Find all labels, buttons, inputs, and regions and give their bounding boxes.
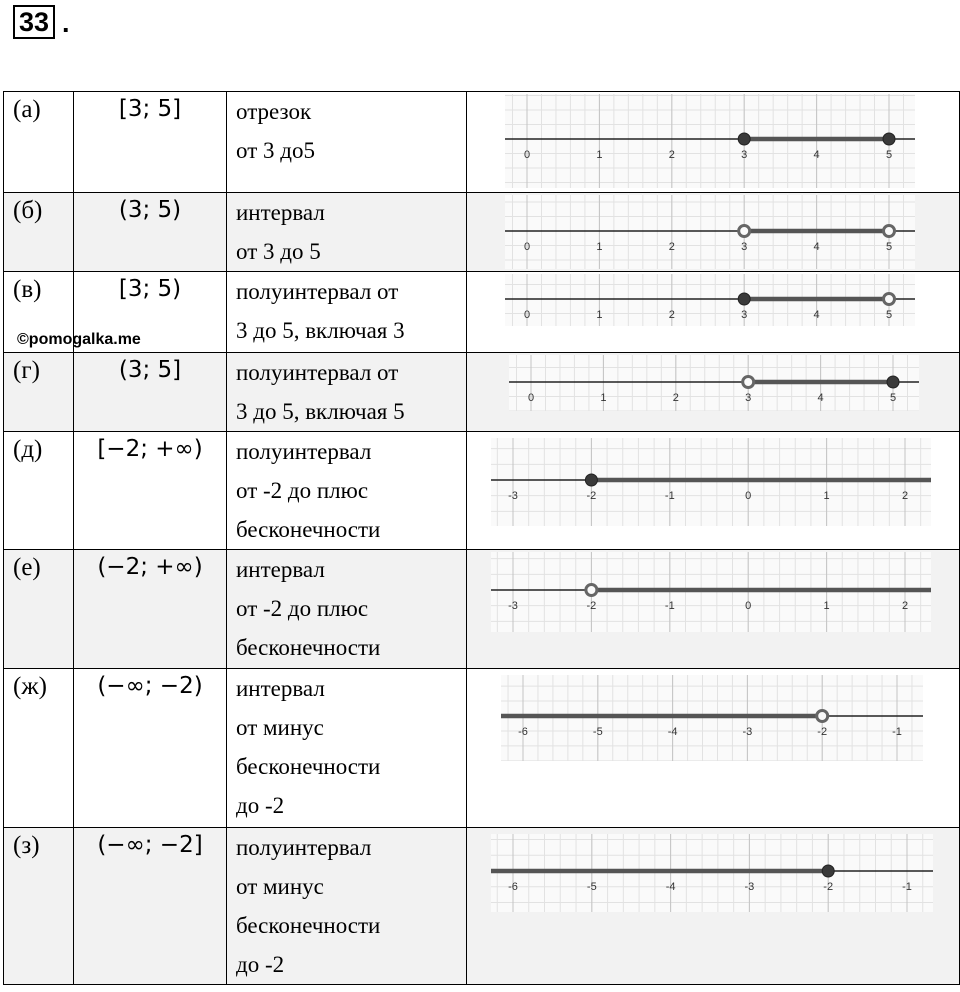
number-line-cell xyxy=(467,353,960,432)
interval-notation: (3; 5) xyxy=(74,193,227,272)
interval-description xyxy=(227,828,467,985)
number-line-cell xyxy=(467,828,960,985)
number-line-cell xyxy=(467,432,960,550)
closed-endpoint xyxy=(887,376,899,388)
number-line-cell xyxy=(467,193,960,272)
description-line: от 3 до5 xyxy=(236,138,315,163)
tick-label: 2 xyxy=(901,600,909,612)
interval-description xyxy=(227,92,467,193)
tick-label: 2 xyxy=(668,309,675,321)
number-line xyxy=(509,355,919,411)
description-line: полуинтервал от xyxy=(236,360,399,385)
description-line: от 3 до 5 xyxy=(236,239,321,264)
number-line-cell xyxy=(467,550,960,669)
description-line: от -2 до плюс xyxy=(236,478,369,503)
closed-endpoint xyxy=(585,474,597,486)
table-row xyxy=(4,828,960,985)
tick-label: 0 xyxy=(527,392,535,404)
row-label: (е) xyxy=(4,550,74,669)
tick-label: 2 xyxy=(668,149,675,161)
tick-label: 2 xyxy=(668,241,675,253)
tick-label: 1 xyxy=(596,309,603,321)
tick-label: -1 xyxy=(892,726,902,738)
tick-label: -3 xyxy=(742,726,753,738)
tick-label: -4 xyxy=(665,881,676,893)
tick-label: 3 xyxy=(745,392,752,404)
tick-label: -1 xyxy=(664,600,675,612)
tick-label: 2 xyxy=(672,392,679,404)
interval-description xyxy=(227,669,467,828)
tick-label: -3 xyxy=(508,600,518,612)
tick-label: -3 xyxy=(508,490,518,502)
tick-label: 1 xyxy=(596,241,603,253)
description-line: 3 до 5, включая 5 xyxy=(236,399,405,424)
row-label: (ж) xyxy=(4,669,74,828)
number-line xyxy=(505,94,915,188)
row-label: (а) xyxy=(4,92,74,193)
number-line xyxy=(491,552,931,632)
interval-notation: (−∞; −2) xyxy=(74,669,227,828)
row-label: (б) xyxy=(4,193,74,272)
row-label: (д) xyxy=(4,432,74,550)
row-label: (в) xyxy=(4,272,74,353)
table-row xyxy=(4,272,960,353)
interval-description xyxy=(227,193,467,272)
description-line: до -2 xyxy=(236,952,285,977)
tick-label: -2 xyxy=(586,490,597,502)
tick-label: -5 xyxy=(586,881,597,893)
table-row xyxy=(4,550,960,669)
tick-label: 1 xyxy=(596,149,603,161)
description-line: полуинтервал xyxy=(236,439,372,464)
table-row xyxy=(4,92,960,193)
interval-notation: (3; 5] xyxy=(74,353,227,432)
watermark: ©pomogalka.me xyxy=(17,331,141,348)
tick-label: 5 xyxy=(885,241,893,253)
tick-label: -5 xyxy=(592,726,603,738)
tick-label: 4 xyxy=(813,309,820,321)
description-line: бесконечности xyxy=(236,913,381,938)
tick-label: 5 xyxy=(889,392,897,404)
tick-label: 4 xyxy=(813,149,820,161)
tick-label: 3 xyxy=(741,309,748,321)
closed-endpoint xyxy=(738,133,750,145)
interval-description xyxy=(227,272,467,353)
open-endpoint xyxy=(884,226,895,237)
description-line: до -2 xyxy=(236,793,285,818)
description-line: бесконечности xyxy=(236,754,381,779)
number-line xyxy=(491,834,933,912)
exercise-number: 33 xyxy=(19,7,50,37)
open-endpoint xyxy=(743,377,754,388)
description-line: от минус xyxy=(236,715,324,740)
intervals-table xyxy=(3,91,960,985)
interval-notation: (−2; +∞) xyxy=(74,550,227,669)
number-line xyxy=(505,274,915,326)
description-line: 3 до 5, включая 3 xyxy=(236,318,405,343)
open-endpoint xyxy=(586,585,597,596)
tick-label: 5 xyxy=(885,309,893,321)
table-row xyxy=(4,193,960,272)
description-line: полуинтервал от xyxy=(236,279,399,304)
exercise-number-dot: . xyxy=(62,8,70,38)
description-line: отрезок xyxy=(236,99,312,124)
interval-notation: (−∞; −2] xyxy=(74,828,227,985)
tick-label: 0 xyxy=(523,309,531,321)
description-line: бесконечности xyxy=(236,517,381,542)
number-line-cell xyxy=(467,272,960,353)
closed-endpoint xyxy=(822,865,834,877)
tick-label: 4 xyxy=(817,392,824,404)
tick-label: 0 xyxy=(523,241,531,253)
closed-endpoint xyxy=(738,293,750,305)
number-line-cell xyxy=(467,92,960,193)
table-row xyxy=(4,353,960,432)
interval-notation: [3; 5) xyxy=(74,272,227,353)
tick-label: -4 xyxy=(667,726,678,738)
number-line-cell xyxy=(467,669,960,828)
description-line: от -2 до плюс xyxy=(236,596,369,621)
description-line: интервал xyxy=(236,200,325,225)
exercise-number-badge xyxy=(13,5,55,39)
row-label: (г) xyxy=(4,353,74,432)
interval-description xyxy=(227,550,467,669)
interval-notation: [3; 5] xyxy=(74,92,227,193)
interval-description xyxy=(227,432,467,550)
tick-label: 2 xyxy=(901,490,909,502)
tick-label: 0 xyxy=(523,149,531,161)
table-row xyxy=(4,669,960,828)
tick-label: 4 xyxy=(813,241,820,253)
description-line: бесконечности xyxy=(236,635,381,660)
tick-label: 1 xyxy=(823,490,830,502)
interval-notation: [−2; +∞) xyxy=(74,432,227,550)
tick-label: 3 xyxy=(741,241,748,253)
tick-label: 5 xyxy=(885,149,893,161)
tick-label: 1 xyxy=(600,392,607,404)
description-line: интервал xyxy=(236,676,325,701)
tick-label: 1 xyxy=(823,600,830,612)
description-line: полуинтервал xyxy=(236,835,372,860)
tick-label: -3 xyxy=(744,881,755,893)
open-endpoint xyxy=(739,226,750,237)
tick-label: -2 xyxy=(823,881,834,893)
tick-label: 3 xyxy=(741,149,748,161)
row-label: (з) xyxy=(4,828,74,985)
number-line xyxy=(501,675,923,761)
description-line: интервал xyxy=(236,557,325,582)
interval-description xyxy=(227,353,467,432)
tick-label: -6 xyxy=(518,726,528,738)
tick-label: -2 xyxy=(817,726,828,738)
tick-label: 0 xyxy=(745,490,752,502)
tick-label: -2 xyxy=(586,600,597,612)
tick-label: 0 xyxy=(745,600,752,612)
number-line xyxy=(505,195,915,269)
tick-label: -1 xyxy=(664,490,675,502)
description-line: от минус xyxy=(236,874,324,899)
tick-label: -6 xyxy=(508,881,518,893)
closed-endpoint xyxy=(883,133,895,145)
open-endpoint xyxy=(884,294,895,305)
open-endpoint xyxy=(817,711,828,722)
tick-label: -1 xyxy=(902,881,912,893)
number-line xyxy=(491,438,931,526)
table-row xyxy=(4,432,960,550)
